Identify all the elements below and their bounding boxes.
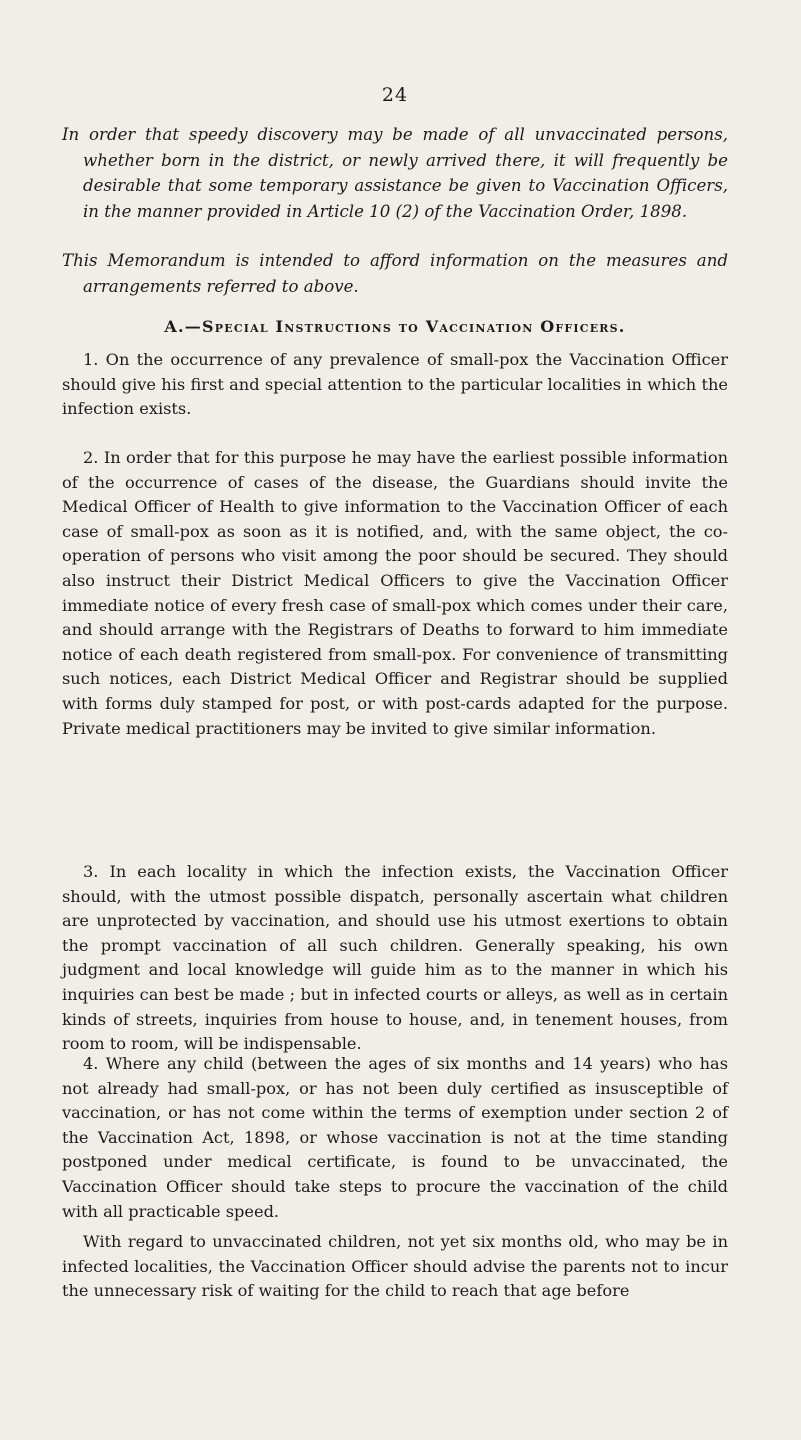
page-number: 24 xyxy=(381,84,409,106)
preamble-paragraph: In order that speedy discovery may be made of all unvaccinated persons, whether born in the district, or newly arrived there, it will frequently be desirable that some temporary assistance be given to Vaccination Officers, in the manner provided in Article 10 (2) of the Vaccination Order, 1898. xyxy=(62,125,728,221)
section-heading: A.—Special Instructions to Vaccination Officers. xyxy=(164,317,626,336)
preamble-paragraph: This Memorandum is intended to afford information on the measures and arrangements referred to above. xyxy=(62,251,728,296)
body-paragraph: 1. On the occurrence of any prevalence of small-pox the Vaccination Officer should give his first and special attention to the particular localities in which the infection exists. xyxy=(62,350,728,419)
body-paragraph: 3. In each locality in which the infection exists, the Vaccination Officer should, with the utmost possible dispatch, personally ascertain what children are unprotected by vaccination, and should use his utmost exertions to obtain the prompt vaccination of all such children. Generally speaking, his own judgment and local knowledge will guide him as to the manner in which his inquiries can best be made ; but in infected courts or alleys, as well as in certain kinds of streets, inquiries from house to house, and, in tenement houses, from room to room, will be indispensable. xyxy=(62,862,728,1054)
body-paragraph: 4. Where any child (between the ages of six months and 14 years) who has not already had small-pox, or has not been duly certified as insusceptible of vaccination, or has not come within the terms of exemption under section 2 of the Vaccination Act, 1898, or whose vaccination is not at the time standing postponed under medical certificate, is found to be unvaccinated, the Vaccination Officer should take steps to procure the vaccination of the child with all practicable speed. xyxy=(62,1054,728,1221)
body-paragraph: 2. In order that for this purpose he may have the earliest possible information of the occurrence of cases of the disease, the Guardians should invite the Medical Officer of Health to give information to the Vaccination Officer of each case of small-pox as soon as it is notified, and, with the same object, the co-operation of persons who visit among the poor should be secured. They should also instruct their District Medical Officers to give the Vaccination Officer immediate notice of every fresh case of small-pox which comes under their care, and should arrange with the Registrars of Deaths to forward to him immediate notice of each death registered from small-pox. For convenience of transmitting such notices, each District Medical Officer and Registrar should be supplied with forms duly stamped for post, or with post-cards adapted for the purpose. Private medical practitioners may be invited to give similar information. xyxy=(62,448,728,738)
body-paragraph: With regard to unvaccinated children, not yet six months old, who may be in infected localities, the Vaccination Officer should advise the parents not to incur the unnecessary risk of waiting for the child to reach that age before xyxy=(62,1232,728,1301)
